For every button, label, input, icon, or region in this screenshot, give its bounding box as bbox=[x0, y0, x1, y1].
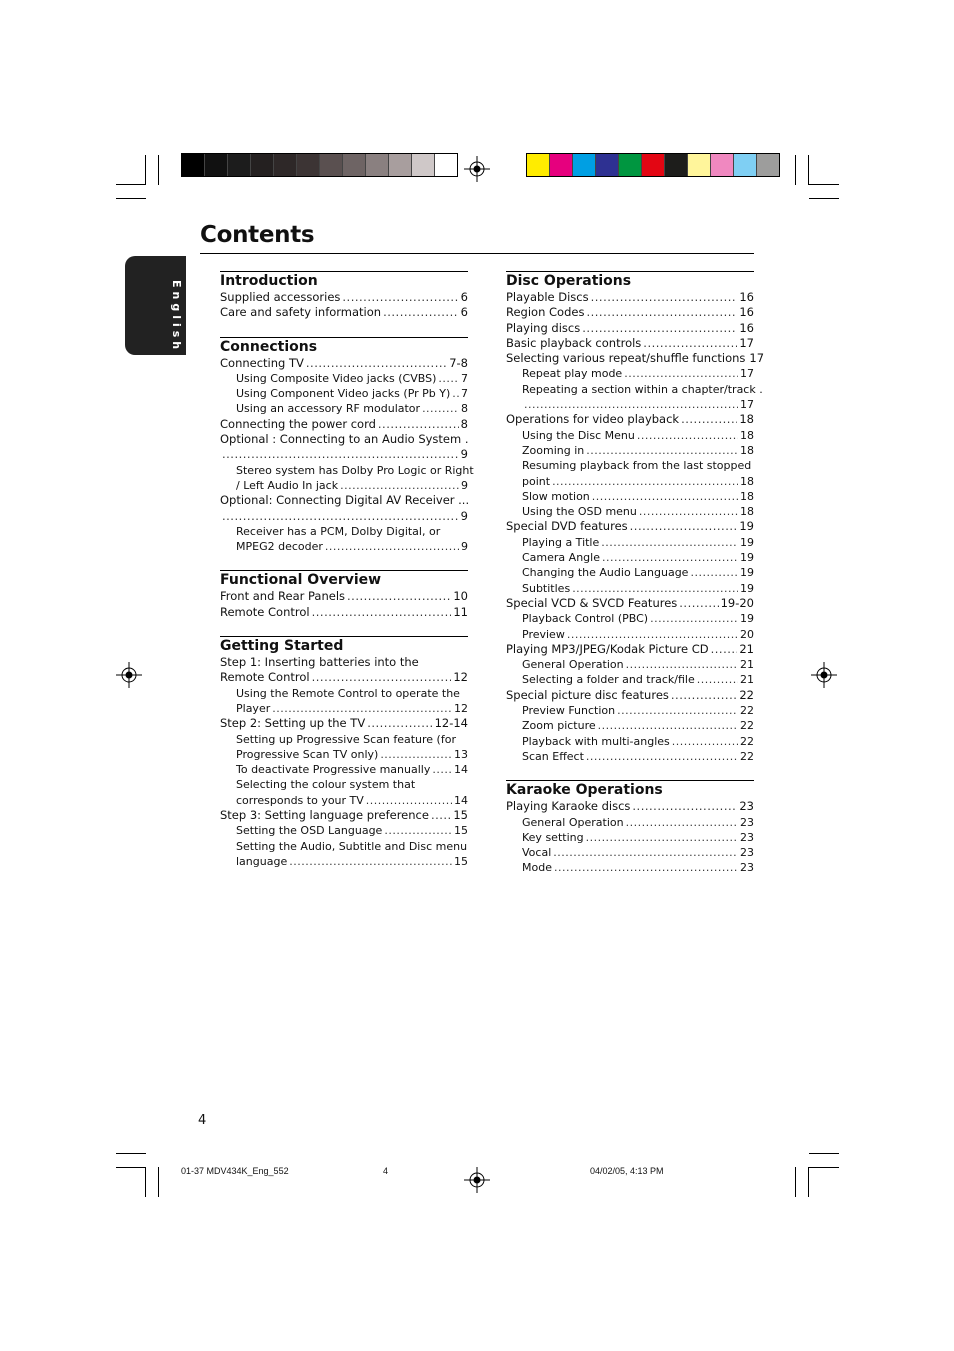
crop-mark bbox=[116, 1167, 146, 1168]
toc-entry-label: Zoom picture bbox=[522, 719, 596, 733]
toc-section bbox=[220, 636, 468, 869]
toc-entry[interactable] bbox=[506, 474, 754, 489]
toc-entry[interactable] bbox=[506, 489, 754, 504]
toc-entry-label: Playing Karaoke discs bbox=[506, 799, 631, 814]
toc-entry[interactable] bbox=[220, 589, 468, 604]
toc-entry[interactable] bbox=[220, 747, 468, 762]
toc-entry-text: Optional : Connecting to an Audio System . bbox=[220, 432, 469, 447]
color-swatch bbox=[274, 154, 297, 176]
toc-entry-page: 18 bbox=[740, 428, 754, 442]
toc-entry-label: Repeat play mode bbox=[522, 367, 623, 381]
leader-dots bbox=[384, 823, 452, 838]
toc-entry-page: 11 bbox=[453, 604, 468, 619]
toc-entry-label: Remote Control bbox=[220, 604, 310, 619]
footer-file: 01-37 MDV434K_Eng_552 bbox=[181, 1166, 289, 1176]
toc-entry-page: 22 bbox=[740, 704, 754, 718]
toc-section bbox=[506, 271, 765, 764]
toc-entry-label: Player bbox=[236, 701, 271, 715]
leader-dots bbox=[690, 565, 738, 580]
color-swatch bbox=[412, 154, 435, 176]
leader-dots bbox=[383, 305, 459, 320]
leader-dots bbox=[711, 642, 738, 657]
grayscale-color-bar bbox=[181, 153, 458, 177]
toc-entry-page: 19 bbox=[740, 612, 754, 626]
toc-entry[interactable] bbox=[506, 504, 754, 519]
toc-entry[interactable] bbox=[506, 336, 754, 351]
color-swatch bbox=[527, 154, 550, 176]
leader-dots bbox=[452, 386, 459, 401]
toc-entry-page: 20 bbox=[740, 627, 754, 641]
leader-dots bbox=[431, 808, 451, 823]
color-swatch bbox=[320, 154, 343, 176]
toc-entry-label: Connecting the power cord bbox=[220, 416, 376, 431]
toc-entry-text: Stereo system has Dolby Pro Logic or Right bbox=[236, 463, 474, 477]
toc-entry[interactable] bbox=[220, 386, 468, 401]
leader-dots bbox=[697, 672, 738, 687]
toc-entry[interactable] bbox=[506, 535, 754, 550]
leader-dots bbox=[289, 854, 452, 869]
toc-entry-label: Playing MP3/JPEG/Kodak Picture CD bbox=[506, 641, 709, 656]
toc-entry[interactable] bbox=[220, 716, 468, 731]
leader-dots bbox=[630, 519, 738, 534]
color-swatch bbox=[596, 154, 619, 176]
toc-entry-label: Scan Effect bbox=[522, 749, 584, 763]
registration-mark-icon bbox=[464, 1167, 490, 1193]
toc-entry-label: Mode bbox=[522, 861, 552, 875]
toc-entry-page: 19 bbox=[739, 519, 754, 534]
leader-dots bbox=[366, 793, 452, 808]
toc-entry-page: 10 bbox=[453, 589, 468, 604]
toc-entry-label: Selecting various repeat/shuffle functions bbox=[506, 351, 746, 366]
toc-entry[interactable] bbox=[506, 718, 754, 733]
toc-entry-page: 13 bbox=[454, 747, 468, 761]
registration-mark-icon bbox=[811, 662, 837, 688]
toc-entry[interactable] bbox=[220, 701, 468, 716]
section-heading: Disc Operations bbox=[506, 271, 754, 289]
toc-entry-label: Vocal bbox=[522, 846, 552, 860]
leader-dots bbox=[626, 657, 738, 672]
toc-entry-page: 12 bbox=[454, 701, 468, 715]
toc-entry-page: 19 bbox=[740, 535, 754, 549]
toc-entry-label: Using the Disc Menu bbox=[522, 428, 635, 442]
toc-entry-page: 14 bbox=[454, 793, 468, 807]
toc-entry-text: Selecting the colour system that bbox=[236, 778, 416, 792]
toc-entry-page: 9 bbox=[461, 540, 468, 554]
toc-entry-label: Using Composite Video jacks (CVBS) bbox=[236, 371, 437, 385]
toc-entry-label: Zooming in bbox=[522, 443, 585, 457]
toc-entry[interactable] bbox=[506, 749, 754, 764]
leader-dots bbox=[340, 478, 459, 493]
toc-entry[interactable] bbox=[220, 401, 468, 416]
toc-entry[interactable] bbox=[506, 815, 754, 830]
toc-entry-page: 14 bbox=[454, 763, 468, 777]
leader-dots bbox=[598, 718, 738, 733]
toc-entry-label: Care and safety information bbox=[220, 305, 382, 320]
toc-entry-page: 16 bbox=[739, 305, 754, 320]
color-swatch bbox=[550, 154, 573, 176]
toc-entry-page: 6 bbox=[460, 290, 468, 304]
crop-mark bbox=[158, 1167, 159, 1197]
crop-mark bbox=[158, 155, 159, 185]
toc-entry[interactable] bbox=[506, 672, 754, 687]
toc-entry-page: 9 bbox=[460, 508, 468, 523]
toc-entry-label: General Operation bbox=[522, 658, 624, 672]
toc-entry-page: 18 bbox=[740, 443, 754, 457]
toc-entry-page: 7-8 bbox=[449, 355, 468, 370]
toc-entry-page: 17 bbox=[739, 335, 754, 350]
toc-entry[interactable] bbox=[506, 290, 754, 305]
toc-entry[interactable] bbox=[220, 356, 468, 371]
crop-mark bbox=[145, 1167, 146, 1197]
toc-entry-page: 9 bbox=[461, 478, 468, 492]
leader-dots bbox=[554, 860, 738, 875]
toc-entry[interactable] bbox=[506, 799, 754, 814]
toc-entry-label: Using Component Video jacks (Pr Pb Y) bbox=[236, 387, 451, 401]
toc-entry-label: Using the OSD menu bbox=[522, 505, 637, 519]
toc-entry[interactable] bbox=[220, 509, 468, 524]
toc-entry-page: 9 bbox=[460, 447, 468, 462]
crop-mark bbox=[795, 1167, 796, 1197]
color-swatch bbox=[343, 154, 366, 176]
toc-entry-page: 22 bbox=[740, 719, 754, 733]
toc-entry-label: Playback Control (PBC) bbox=[522, 612, 649, 626]
toc-section bbox=[220, 337, 474, 555]
toc-entry-page: 12-14 bbox=[434, 716, 468, 731]
toc-entry-page: 17 bbox=[740, 367, 754, 381]
leader-dots bbox=[306, 356, 447, 371]
toc-entry-label: General Operation bbox=[522, 815, 624, 829]
leader-dots bbox=[567, 627, 738, 642]
title-rule bbox=[200, 253, 754, 254]
footer-page: 4 bbox=[383, 1166, 389, 1176]
toc-entry-page: 19 bbox=[740, 566, 754, 580]
color-swatch bbox=[435, 154, 457, 176]
toc-entry-text: Using the Remote Control to operate the bbox=[236, 686, 460, 700]
toc-entry-label: Playable Discs bbox=[506, 290, 589, 304]
toc-entry-page: 21 bbox=[740, 673, 754, 687]
toc-entry[interactable] bbox=[506, 443, 754, 458]
toc-entry-label: Basic playback controls bbox=[506, 335, 642, 350]
toc-entry-label: Progressive Scan TV only) bbox=[236, 747, 379, 761]
leader-dots bbox=[380, 747, 452, 762]
toc-entry[interactable] bbox=[506, 550, 754, 565]
color-swatch bbox=[711, 154, 734, 176]
toc-entry[interactable] bbox=[220, 793, 468, 808]
toc-entry-label: Step 2: Setting up the TV bbox=[220, 716, 366, 731]
toc-entry-text: Step 1: Inserting batteries into the bbox=[220, 655, 419, 670]
toc-entry[interactable] bbox=[506, 657, 754, 672]
toc-entry-label: Step 3: Setting language preference bbox=[220, 808, 429, 823]
toc-entry-page: 19-20 bbox=[720, 595, 754, 610]
leader-dots bbox=[639, 504, 738, 519]
toc-entry-label: Slow motion bbox=[522, 489, 590, 503]
toc-entry-label: Front and Rear Panels bbox=[220, 589, 346, 604]
leader-dots bbox=[643, 336, 737, 351]
color-swatch bbox=[366, 154, 389, 176]
color-swatch bbox=[182, 154, 205, 176]
leader-dots bbox=[671, 688, 737, 703]
toc-entry[interactable] bbox=[506, 581, 754, 596]
toc-entry-page: 21 bbox=[739, 641, 754, 656]
color-swatch bbox=[619, 154, 642, 176]
toc-entry[interactable] bbox=[506, 428, 754, 443]
toc-entry-page: 19 bbox=[740, 581, 754, 595]
leader-dots bbox=[572, 581, 738, 596]
toc-entry[interactable] bbox=[220, 371, 468, 386]
toc-entry[interactable] bbox=[506, 397, 754, 412]
leader-dots bbox=[342, 290, 458, 305]
leader-dots bbox=[524, 397, 738, 412]
crop-mark bbox=[809, 1153, 839, 1154]
crop-mark bbox=[808, 1167, 809, 1197]
leader-dots bbox=[432, 762, 452, 777]
toc-entry[interactable] bbox=[220, 478, 468, 493]
toc-entry[interactable] bbox=[506, 519, 754, 534]
toc-entry-label: Playback with multi-angles bbox=[522, 734, 670, 748]
section-heading: Getting Started bbox=[220, 636, 468, 654]
toc-entry-label: Playing a Title bbox=[522, 535, 600, 549]
toc-entry[interactable] bbox=[506, 611, 754, 626]
leader-dots bbox=[617, 703, 738, 718]
toc-entry-text: Optional: Connecting Digital AV Receiver ... bbox=[220, 493, 470, 508]
toc-entry-page: 23 bbox=[740, 861, 754, 875]
crop-mark bbox=[809, 1167, 839, 1168]
crop-mark bbox=[116, 198, 146, 199]
toc-entry-label: MPEG2 decoder bbox=[236, 540, 323, 554]
leader-dots bbox=[586, 305, 737, 320]
toc-entry[interactable] bbox=[220, 670, 468, 685]
language-tab-label: English bbox=[170, 280, 183, 354]
toc-entry[interactable] bbox=[220, 808, 468, 823]
leader-dots bbox=[650, 611, 738, 626]
toc-entry[interactable] bbox=[220, 447, 468, 462]
leader-dots bbox=[438, 371, 459, 386]
toc-entry-label: Subtitles bbox=[522, 581, 571, 595]
toc-entry-label: Remote Control bbox=[220, 670, 310, 685]
toc-entry-label: language bbox=[236, 854, 288, 868]
page-number: 4 bbox=[198, 1113, 207, 1128]
color-swatch bbox=[757, 154, 779, 176]
toc-entry[interactable] bbox=[220, 823, 468, 838]
color-swatch bbox=[297, 154, 320, 176]
toc-entry-label: Selecting a folder and track/file bbox=[522, 673, 695, 687]
toc-entry-text: Receiver has a PCM, Dolby Digital, or bbox=[236, 524, 441, 538]
color-swatch bbox=[642, 154, 665, 176]
toc-entry-page: 21 bbox=[740, 658, 754, 672]
toc-entry[interactable] bbox=[506, 596, 754, 611]
toc-entry-page: 18 bbox=[740, 489, 754, 503]
leader-dots bbox=[681, 412, 737, 427]
color-swatch bbox=[389, 154, 412, 176]
toc-entry-label: Supplied accessories bbox=[220, 290, 341, 304]
toc-entry[interactable] bbox=[506, 305, 754, 320]
leader-dots bbox=[422, 401, 459, 416]
toc-entry-page: 15 bbox=[454, 854, 468, 868]
toc-entry-label: Operations for video playback bbox=[506, 412, 680, 427]
toc-entry-page: 15 bbox=[454, 824, 468, 838]
crop-mark bbox=[116, 184, 146, 185]
section-heading: Introduction bbox=[220, 271, 468, 289]
toc-entry-page: 23 bbox=[740, 830, 754, 844]
crop-mark bbox=[116, 1153, 146, 1154]
leader-dots bbox=[347, 589, 451, 604]
toc-entry-page: 18 bbox=[740, 505, 754, 519]
toc-entry[interactable] bbox=[506, 321, 754, 336]
toc-entry[interactable] bbox=[506, 565, 754, 580]
toc-entry-label: Special DVD features bbox=[506, 519, 628, 534]
toc-entry[interactable] bbox=[220, 605, 468, 620]
leader-dots bbox=[602, 550, 738, 565]
color-swatch bbox=[228, 154, 251, 176]
toc-entry[interactable] bbox=[220, 290, 468, 305]
leader-dots bbox=[626, 815, 738, 830]
toc-entry-page: 18 bbox=[739, 412, 754, 427]
leader-dots bbox=[592, 489, 738, 504]
toc-entry[interactable] bbox=[506, 688, 754, 703]
crop-mark bbox=[808, 155, 809, 185]
toc-entry-page: 23 bbox=[740, 846, 754, 860]
color-swatch bbox=[688, 154, 711, 176]
registration-mark-icon bbox=[116, 662, 142, 688]
toc-entry-page: 17 bbox=[749, 351, 765, 366]
leader-dots bbox=[552, 474, 738, 489]
toc-entry[interactable] bbox=[506, 703, 754, 718]
leader-dots bbox=[222, 447, 459, 462]
toc-entry-label: point bbox=[522, 474, 551, 488]
toc-entry[interactable] bbox=[506, 642, 754, 657]
leader-dots bbox=[632, 799, 737, 814]
leader-dots bbox=[582, 321, 737, 336]
leader-dots bbox=[591, 290, 738, 305]
toc-entry-page: 18 bbox=[740, 474, 754, 488]
toc-entry-page: 22 bbox=[739, 687, 754, 702]
toc-entry-page: 23 bbox=[740, 815, 754, 829]
crop-mark bbox=[795, 155, 796, 185]
toc-entry-page: 23 bbox=[739, 799, 754, 814]
leader-dots bbox=[378, 417, 459, 432]
leader-dots bbox=[672, 734, 738, 749]
toc-entry-page: 8 bbox=[460, 416, 468, 431]
toc-entry-label: Camera Angle bbox=[522, 551, 600, 565]
toc-entry-label: To deactivate Progressive manually bbox=[236, 763, 431, 777]
color-swatch bbox=[251, 154, 274, 176]
color-swatch bbox=[734, 154, 757, 176]
toc-entry-text: Repeating a section within a chapter/track . bbox=[522, 382, 763, 396]
leader-dots bbox=[312, 605, 452, 620]
toc-entry[interactable] bbox=[506, 845, 754, 860]
toc-entry-page: 8 bbox=[461, 402, 468, 416]
toc-entry-page: 22 bbox=[740, 734, 754, 748]
toc-entry[interactable] bbox=[506, 627, 754, 642]
leader-dots bbox=[601, 535, 738, 550]
toc-entry[interactable] bbox=[506, 351, 765, 366]
toc-section bbox=[220, 570, 468, 620]
toc-entry[interactable] bbox=[506, 366, 754, 381]
toc-entry[interactable] bbox=[220, 854, 468, 869]
crop-mark bbox=[809, 184, 839, 185]
toc-entry-label: / Left Audio In jack bbox=[236, 478, 339, 492]
toc-entry-label: Key setting bbox=[522, 830, 584, 844]
leader-dots bbox=[222, 509, 459, 524]
toc-entry-label: Playing discs bbox=[506, 320, 581, 335]
toc-entry-label: Special picture disc features bbox=[506, 687, 669, 702]
leader-dots bbox=[586, 830, 738, 845]
color-swatch bbox=[205, 154, 228, 176]
footer-date: 04/02/05, 4:13 PM bbox=[590, 1166, 664, 1176]
leader-dots bbox=[586, 749, 738, 764]
leader-dots bbox=[624, 366, 738, 381]
registration-mark-icon bbox=[464, 156, 490, 182]
toc-right-column bbox=[506, 271, 765, 892]
toc-entry-page: 12 bbox=[453, 670, 468, 685]
toc-section bbox=[220, 271, 468, 321]
toc-entry-label: corresponds to your TV bbox=[236, 793, 364, 807]
section-heading: Connections bbox=[220, 337, 468, 355]
toc-entry-page: 7 bbox=[461, 387, 468, 401]
leader-dots bbox=[272, 701, 452, 716]
toc-entry-label: Preview bbox=[522, 627, 565, 641]
toc-entry[interactable] bbox=[220, 539, 468, 554]
toc-entry-label: Setting the OSD Language bbox=[236, 824, 383, 838]
color-swatch bbox=[665, 154, 688, 176]
crop-mark bbox=[809, 198, 839, 199]
toc-entry-page: 7 bbox=[461, 371, 468, 385]
toc-section bbox=[506, 780, 754, 875]
toc-entry[interactable] bbox=[220, 417, 468, 432]
section-heading: Karaoke Operations bbox=[506, 780, 754, 798]
crop-mark bbox=[145, 155, 146, 185]
leader-dots bbox=[553, 845, 738, 860]
toc-entry-label: Connecting TV bbox=[220, 355, 304, 370]
toc-entry-text: Setting the Audio, Subtitle and Disc menu bbox=[236, 839, 468, 853]
process-color-bar bbox=[526, 153, 780, 177]
toc-entry[interactable] bbox=[220, 762, 468, 777]
toc-entry-label: Region Codes bbox=[506, 305, 585, 320]
toc-entry-page: 6 bbox=[460, 305, 468, 320]
toc-entry[interactable] bbox=[506, 412, 754, 427]
toc-entry-label: Changing the Audio Language bbox=[522, 566, 689, 580]
section-heading: Functional Overview bbox=[220, 570, 468, 588]
toc-entry-text: Resuming playback from the last stopped bbox=[522, 459, 752, 473]
toc-left-column bbox=[220, 271, 474, 885]
toc-entry[interactable] bbox=[220, 305, 468, 320]
page-title: Contents bbox=[200, 222, 315, 248]
toc-entry[interactable] bbox=[506, 734, 754, 749]
toc-entry-page: 17 bbox=[740, 398, 754, 412]
toc-entry-text: Setting up Progressive Scan feature (for bbox=[236, 732, 456, 746]
leader-dots bbox=[586, 443, 738, 458]
toc-entry[interactable] bbox=[506, 830, 754, 845]
leader-dots bbox=[637, 428, 738, 443]
toc-entry-page: 19 bbox=[740, 551, 754, 565]
toc-entry-page: 22 bbox=[740, 749, 754, 763]
toc-entry-page: 16 bbox=[739, 290, 754, 304]
toc-entry[interactable] bbox=[506, 860, 754, 875]
toc-entry-page: 16 bbox=[739, 320, 754, 335]
leader-dots bbox=[679, 596, 718, 611]
toc-entry-page: 15 bbox=[453, 808, 468, 823]
color-swatch bbox=[573, 154, 596, 176]
leader-dots bbox=[312, 670, 452, 685]
toc-entry-label: Special VCD & SVCD Features bbox=[506, 595, 678, 610]
toc-entry-label: Using an accessory RF modulator bbox=[236, 402, 421, 416]
leader-dots bbox=[367, 716, 432, 731]
leader-dots bbox=[325, 539, 459, 554]
toc-entry-label: Preview Function bbox=[522, 704, 616, 718]
